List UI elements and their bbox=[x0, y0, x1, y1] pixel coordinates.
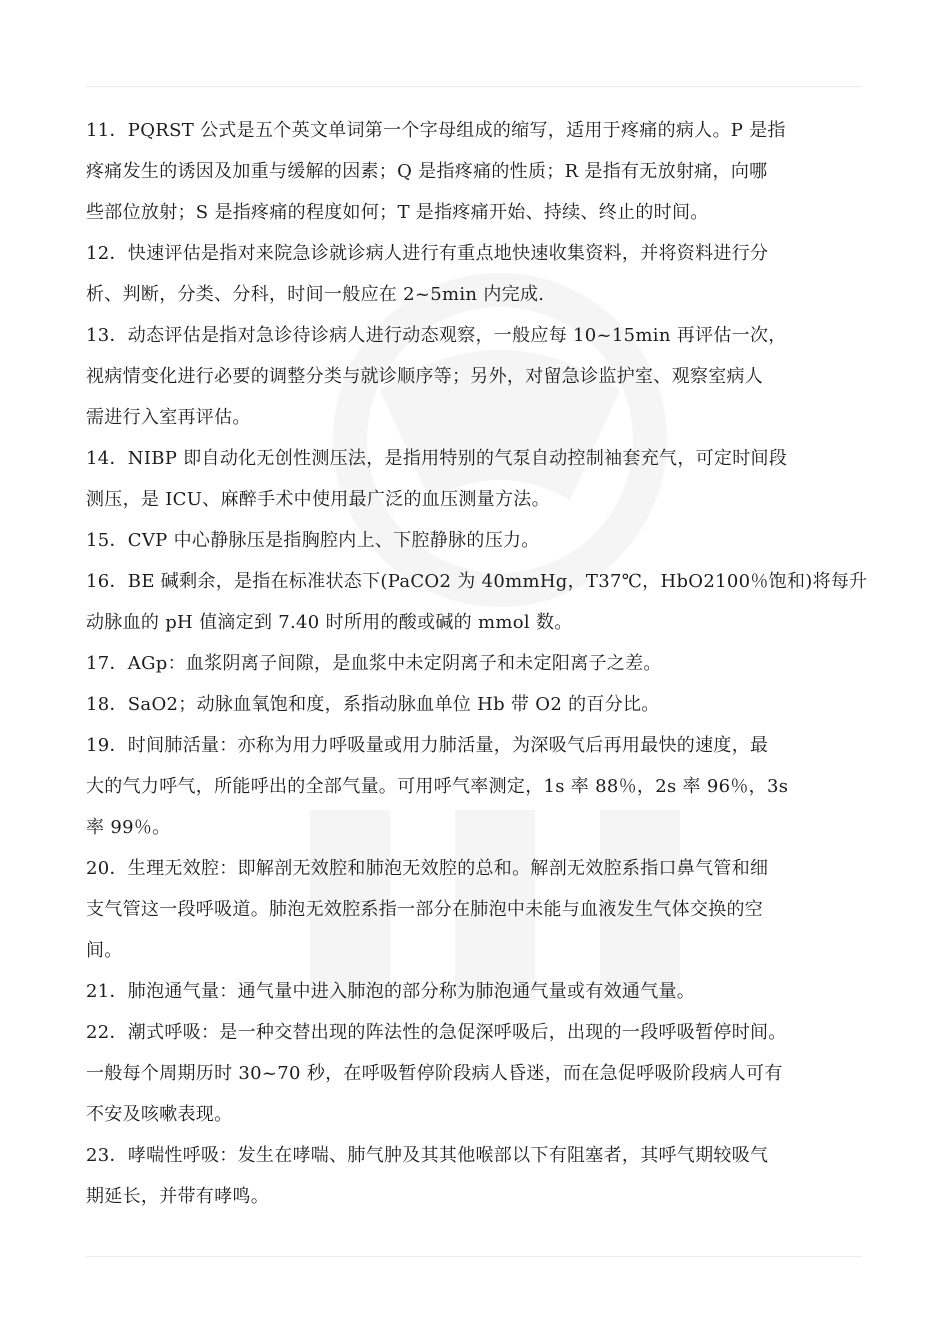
text-line: 一般每个周期历时 30~70 秒，在呼吸暂停阶段病人昏迷，而在急促呼吸阶段病人可有 bbox=[86, 1063, 783, 1084]
text-line: 11．PQRST 公式是五个英文单词第一个字母组成的缩写，适用于疼痛的病人。P 是指 bbox=[86, 120, 786, 141]
text-line: 23．哮喘性呼吸：发生在哮喘、肺气肿及其其他喉部以下有阻塞者，其呼气期较吸气 bbox=[86, 1145, 769, 1166]
footer-divider bbox=[86, 1256, 862, 1257]
text-line: 20．生理无效腔：即解剖无效腔和肺泡无效腔的总和。解剖无效腔系指口鼻气管和细 bbox=[86, 858, 769, 879]
text-line: 16．BE 碱剩余，是指在标准状态下(PaCO2 为 40mmHg，T37℃，HbO2100％饱和)将每升 bbox=[86, 571, 868, 592]
text-line: 大的气力呼气，所能呼出的全部气量。可用呼气率测定，1s 率 88％，2s 率 96％，3s bbox=[86, 776, 789, 797]
text-line: 15．CVP 中心静脉压是指胸腔内上、下腔静脉的压力。 bbox=[86, 530, 540, 551]
text-line: 13．动态评估是指对急诊待诊病人进行动态观察，一般应每 10~15min 再评估一次， bbox=[86, 325, 787, 346]
text-line: 测压，是 ICU、麻醉手术中使用最广泛的血压测量方法。 bbox=[86, 489, 550, 510]
text-line: 19．时间肺活量：亦称为用力呼吸量或用力肺活量，为深吸气后再用最快的速度，最 bbox=[86, 735, 769, 756]
header-divider bbox=[86, 86, 862, 87]
text-line: 12．快速评估是指对来院急诊就诊病人进行有重点地快速收集资料，并将资料进行分 bbox=[86, 243, 769, 264]
text-line: 些部位放射；S 是指疼痛的程度如何；T 是指疼痛开始、持续、终止的时间。 bbox=[86, 202, 709, 223]
text-line: 间。 bbox=[86, 940, 123, 961]
text-line: 22．潮式呼吸：是一种交替出现的阵法性的急促深呼吸后，出现的一段呼吸暂停时间。 bbox=[86, 1022, 787, 1043]
text-line: 不安及咳嗽表现。 bbox=[86, 1104, 233, 1125]
text-line: 支气管这一段呼吸道。肺泡无效腔系指一部分在肺泡中未能与血液发生气体交换的空 bbox=[86, 899, 764, 920]
text-line: 析、判断，分类、分科，时间一般应在 2~5min 内完成. bbox=[86, 284, 545, 305]
text-line: 21．肺泡通气量：通气量中进入肺泡的部分称为肺泡通气量或有效通气量。 bbox=[86, 981, 696, 1002]
text-line: 率 99％。 bbox=[86, 817, 171, 838]
document-body bbox=[86, 110, 876, 1217]
text-line: 期延长，并带有哮鸣。 bbox=[86, 1186, 269, 1207]
text-line: 疼痛发生的诱因及加重与缓解的因素；Q 是指疼痛的性质；R 是指有无放射痛，向哪 bbox=[86, 161, 768, 182]
text-line: 17．AGp：血浆阴离子间隙，是血浆中未定阴离子和未定阳离子之差。 bbox=[86, 653, 662, 674]
text-line: 动脉血的 pH 值滴定到 7.40 时所用的酸或碱的 mmol 数。 bbox=[86, 612, 573, 633]
text-line: 需进行入室再评估。 bbox=[86, 407, 251, 428]
text-line: 18．SaO2；动脉血氧饱和度，系指动脉血单位 Hb 带 O2 的百分比。 bbox=[86, 694, 660, 715]
text-line: 14．NIBP 即自动化无创性测压法，是指用特别的气泵自动控制袖套充气，可定时间段 bbox=[86, 448, 788, 469]
text-line: 视病情变化进行必要的调整分类与就诊顺序等；另外，对留急诊监护室、观察室病人 bbox=[86, 366, 764, 387]
